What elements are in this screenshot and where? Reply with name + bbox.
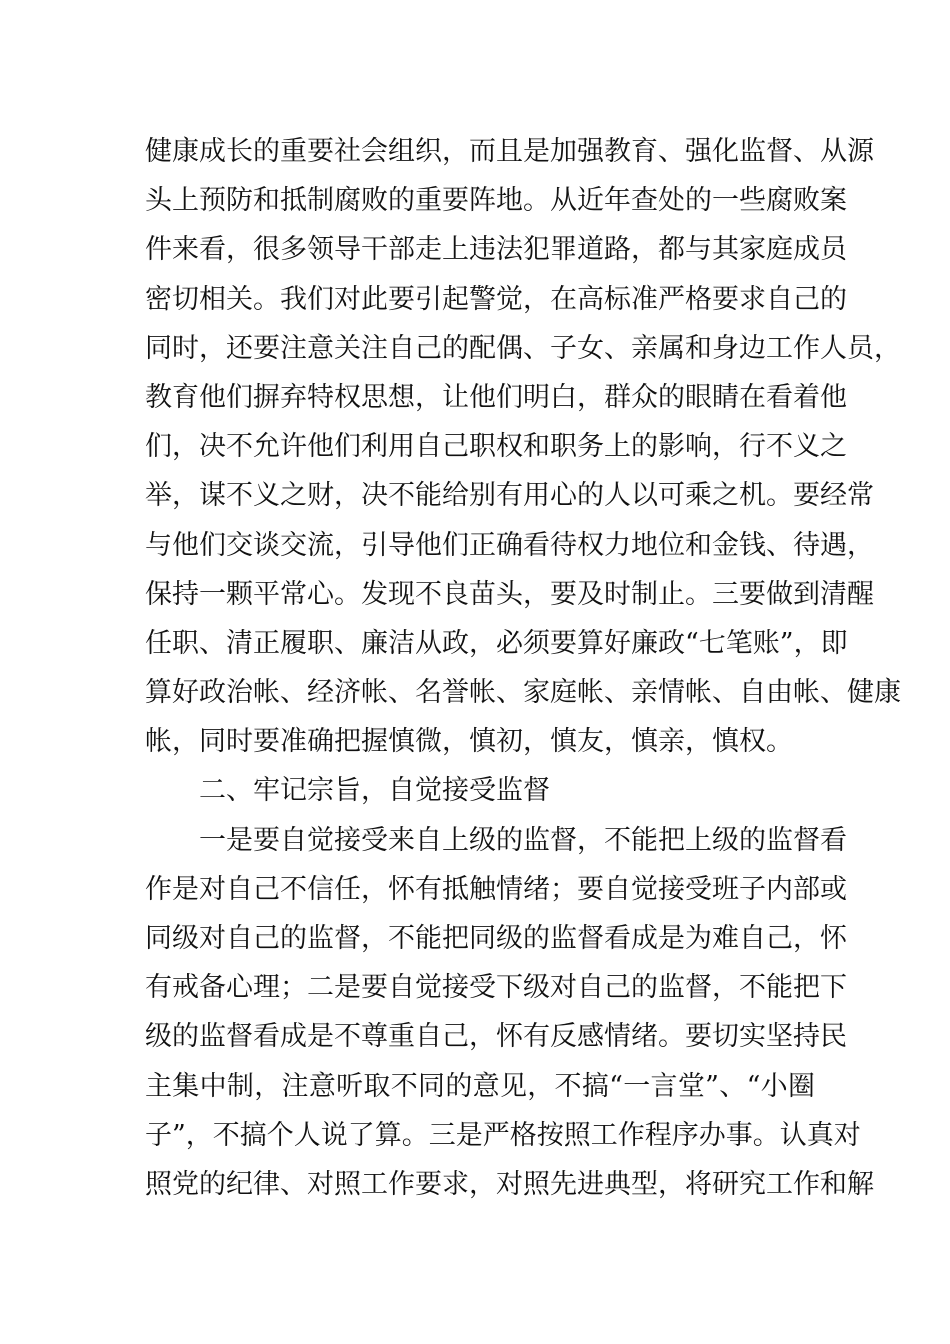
- text-line: 子”，不搞个人说了算。三是严格按照工作程序办事。认真对: [145, 1119, 861, 1151]
- section-heading: 二、牢记宗旨，自觉接受监督: [199, 775, 550, 807]
- text-line: 照党的纪律、对照工作要求，对照先进典型，将研究工作和解: [145, 1168, 874, 1200]
- text-line: 头上预防和抵制腐败的重要阵地。从近年查处的一些腐败案: [145, 185, 847, 217]
- text-line: 作是对自己不信任，怀有抵触情绪；要自觉接受班子内部或: [145, 873, 847, 905]
- text-line: 有戒备心理；二是要自觉接受下级对自己的监督，不能把下: [145, 972, 847, 1004]
- text-line: 们，决不允许他们利用自己职权和职务上的影响，行不义之: [145, 431, 847, 463]
- text-line: 健康成长的重要社会组织，而且是加强教育、强化监督、从源: [145, 136, 874, 167]
- body-text: [145, 132, 901, 1214]
- text-line: 级的监督看成是不尊重自己，怀有反感情绪。要切实坚持民: [145, 1021, 847, 1053]
- text-line: 一是要自觉接受来自上级的监督，不能把上级的监督看: [199, 824, 847, 856]
- text-line: 保持一颗平常心。发现不良苗头，要及时制止。三要做到清醒: [145, 578, 874, 610]
- text-line: 算好政治帐、经济帐、名誉帐、家庭帐、亲情帐、自由帐、健康: [145, 677, 901, 709]
- text-line: 与他们交谈交流，引导他们正确看待权力地位和金钱、待遇，: [145, 529, 874, 561]
- text-line: 主集中制，注意听取不同的意见，不搞“一言堂”、“小圈: [145, 1070, 815, 1102]
- text-line: 帐，同时要准确把握慎微，慎初，慎友，慎亲，慎权。: [145, 726, 793, 758]
- text-line: 任职、清正履职、廉洁从政，必须要算好廉政“七笔账”，即: [145, 627, 848, 659]
- text-line: 举，谋不义之财，决不能给别有用心的人以可乘之机。要经常: [145, 480, 874, 512]
- text-line: 密切相关。我们对此要引起警觉，在高标准严格要求自己的: [145, 283, 847, 315]
- text-line: 同时，还要注意关注自己的配偶、子女、亲属和身边工作人员，: [145, 332, 901, 364]
- text-line: 教育他们摒弃特权思想，让他们明白，群众的眼睛在看着他: [145, 381, 847, 413]
- text-line: 件来看，很多领导干部走上违法犯罪道路，都与其家庭成员: [145, 234, 847, 266]
- text-line: 同级对自己的监督，不能把同级的监督看成是为难自己，怀: [145, 923, 847, 954]
